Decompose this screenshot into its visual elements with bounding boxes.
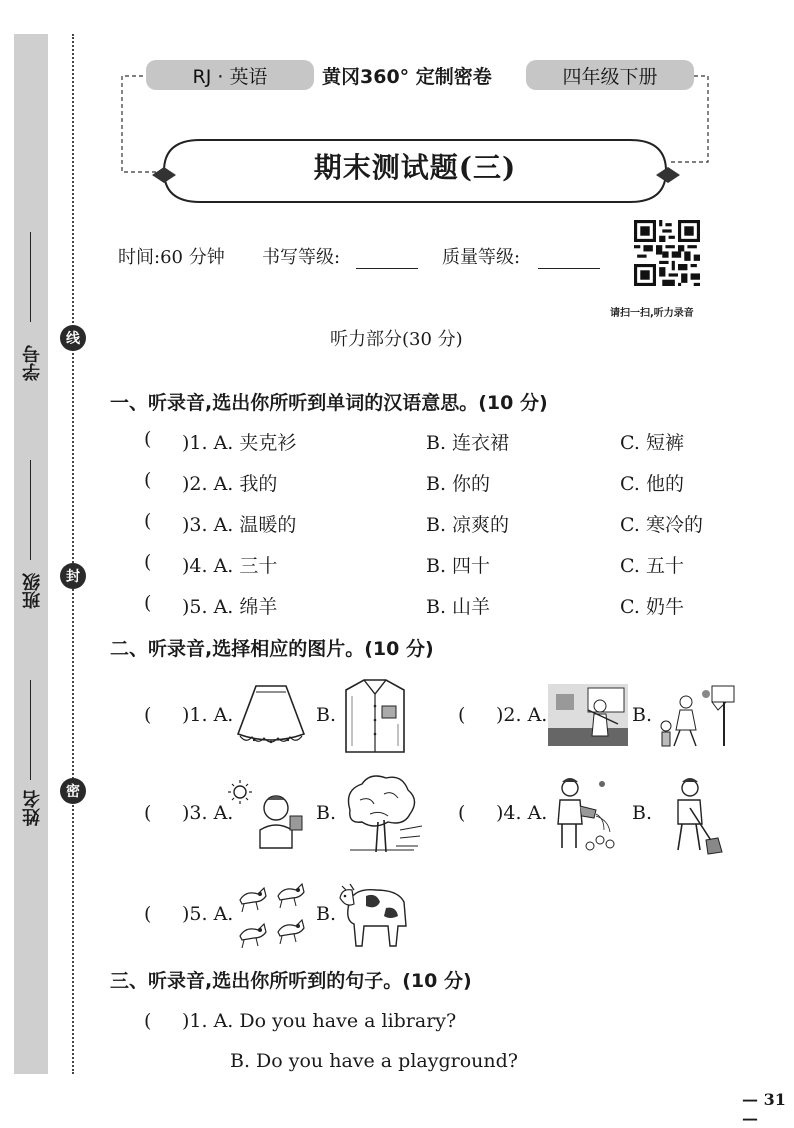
s2-q5-option-b: B. (316, 903, 337, 925)
seal-xian: 线 (60, 325, 86, 351)
s1-q3-option-a: )3. A. 温暖的 (182, 514, 297, 536)
s2-q4-option-a: )4. A. (496, 802, 548, 824)
s1-q4-option-a: )4. A. 三十 (182, 555, 278, 577)
hot-weather-icon[interactable] (228, 778, 310, 850)
s1-q3-option-c: C. 寒冷的 (620, 514, 703, 536)
quality-grade-blank[interactable] (538, 248, 600, 269)
answer-paren[interactable]: ( (458, 802, 466, 824)
watering-flowers-icon[interactable] (548, 774, 620, 854)
answer-paren[interactable]: ( (144, 903, 152, 925)
series-title: 黄冈360° 定制密卷 (322, 66, 492, 88)
quality-grade-label: 质量等级: (442, 247, 521, 268)
s1-q3-option-b: B. 凉爽的 (426, 514, 510, 536)
shirt-icon[interactable] (338, 676, 412, 756)
answer-paren[interactable]: ( (144, 704, 152, 726)
seal-mi: 密 (60, 778, 86, 804)
s1-q1-option-b: B. 连衣裙 (426, 432, 510, 454)
name-label: 姓名 (22, 790, 43, 826)
answer-paren[interactable]: ( (144, 592, 152, 614)
answer-paren[interactable]: ( (144, 510, 152, 532)
s1-q5-option-a: )5. A. 绵羊 (182, 596, 278, 618)
windy-tree-icon[interactable] (340, 770, 424, 854)
qr-code-icon[interactable] (634, 220, 700, 286)
section3-title: 三、听录音,选出你所听到的句子。(10 分) (110, 970, 472, 992)
writing-grade-blank[interactable] (356, 248, 418, 269)
violin-girl-icon[interactable] (548, 684, 628, 746)
seal-feng: 封 (60, 563, 86, 589)
student-id-label: 学号 (22, 345, 43, 381)
section1-title: 一、听录音,选出你所听到单词的汉语意思。(10 分) (110, 392, 548, 414)
s2-q4-option-b: B. (632, 802, 653, 824)
answer-paren[interactable]: ( (458, 704, 466, 726)
s1-q1-option-c: C. 短裤 (620, 432, 684, 454)
qr-caption: 请扫一扫,听力录音 (610, 308, 694, 319)
s3-q1-option-a: )1. A. Do you have a library? (182, 1010, 457, 1032)
skirt-icon[interactable] (234, 682, 308, 752)
student-id-line (30, 232, 31, 322)
s2-q1-option-b: B. (316, 704, 337, 726)
s1-q5-option-b: B. 山羊 (426, 596, 491, 618)
s1-q4-option-b: B. 四十 (426, 555, 491, 577)
s1-q2-option-a: )2. A. 我的 (182, 473, 278, 495)
class-label: 班级 (22, 573, 43, 609)
answer-paren[interactable]: ( (144, 428, 152, 450)
cows-icon[interactable] (336, 880, 410, 950)
section2-title: 二、听录音,选择相应的图片。(10 分) (110, 638, 434, 660)
binding-dotted-line (72, 34, 74, 1074)
answer-paren[interactable]: ( (144, 1010, 152, 1032)
s3-q1-option-b: B. Do you have a playground? (230, 1050, 518, 1072)
answer-paren[interactable]: ( (144, 551, 152, 573)
answer-paren[interactable]: ( (144, 802, 152, 824)
answer-paren[interactable]: ( (144, 469, 152, 491)
class-line (30, 460, 31, 560)
s2-q5-option-a: )5. A. (182, 903, 234, 925)
s1-q1-option-a: )1. A. 夹克衫 (182, 432, 297, 454)
subject-badge: RJ · 英语 (146, 60, 314, 90)
s2-q1-option-a: )1. A. (182, 704, 234, 726)
s1-q5-option-c: C. 奶牛 (620, 596, 684, 618)
basketball-icon[interactable] (656, 680, 738, 750)
s2-q3-option-b: B. (316, 802, 337, 824)
exam-title: 期末测试题(三) (313, 151, 517, 184)
s2-q3-option-a: )3. A. (182, 802, 234, 824)
writing-grade-label: 书写等级: (262, 247, 341, 268)
s1-q2-option-b: B. 你的 (426, 473, 491, 495)
name-line (30, 680, 31, 780)
s2-q2-option-b: B. (632, 704, 653, 726)
page-number: — 31 — (742, 1090, 786, 1128)
binding-strip (14, 34, 48, 1074)
goats-icon[interactable] (234, 880, 316, 950)
exam-time: 时间:60 分钟 (118, 247, 225, 268)
s1-q2-option-c: C. 他的 (620, 473, 684, 495)
listening-part-title: 听力部分(30 分) (330, 329, 463, 350)
s1-q4-option-c: C. 五十 (620, 555, 684, 577)
grade-badge: 四年级下册 (526, 60, 694, 90)
sweeping-icon[interactable] (660, 774, 724, 856)
s2-q2-option-a: )2. A. (496, 704, 548, 726)
